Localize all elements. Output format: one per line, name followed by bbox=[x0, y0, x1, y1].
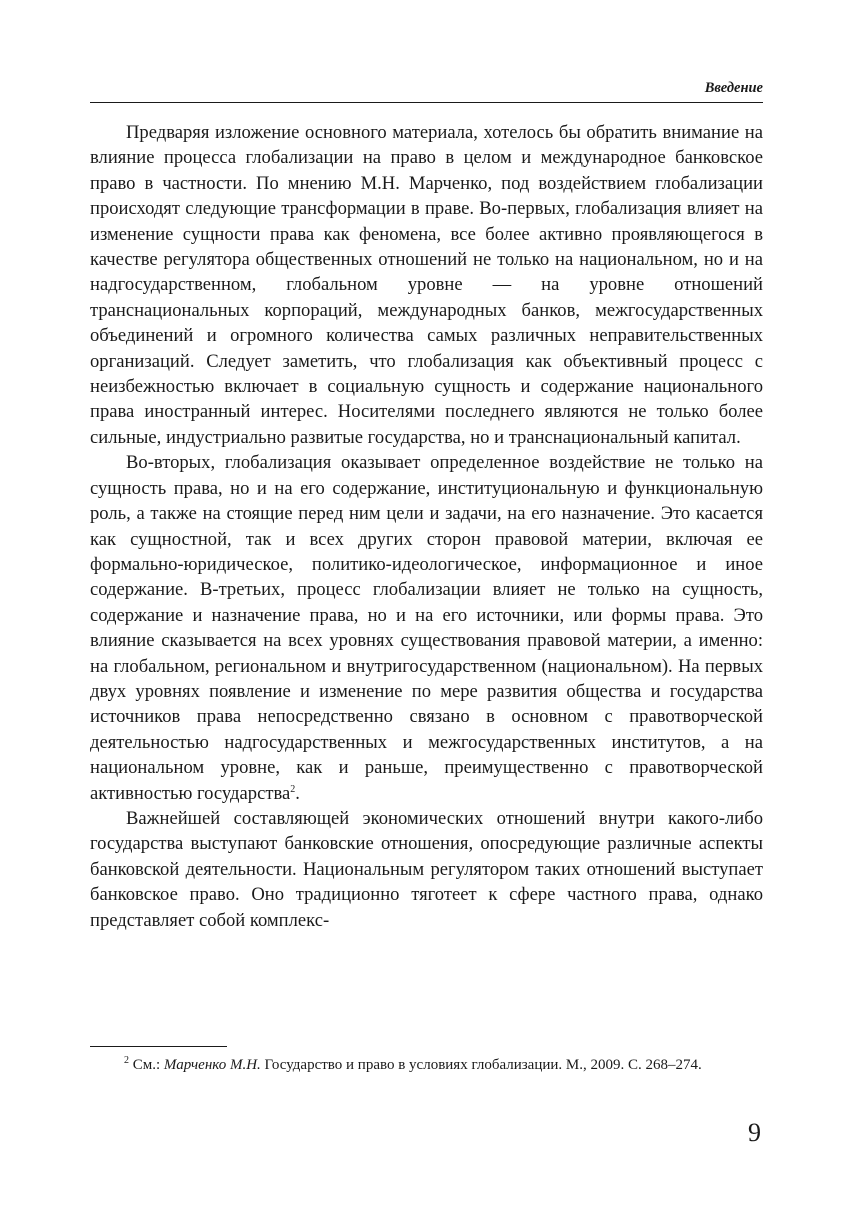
main-text bbox=[90, 120, 763, 933]
running-header-title: Введение bbox=[704, 80, 763, 96]
page-number: 9 bbox=[748, 1118, 761, 1147]
footnote-divider bbox=[90, 1046, 227, 1047]
paragraph-3: Важнейшей составляющей экономических отношений внутри какого-либо государства выступают банковские отношения, опосредующие различные аспекты банковской деятельности. Национальным регулятором таких отношений выступает банковское право. Оно традиционно тяготеет к сфере частного права, однако представляет собой комплекс- bbox=[90, 807, 763, 931]
paragraph-2 bbox=[90, 450, 763, 806]
footnote-number: 2 bbox=[124, 1055, 129, 1066]
header-divider bbox=[90, 102, 763, 103]
footnote bbox=[90, 1054, 763, 1077]
footnote-citation: Государство и право в условиях глобализации. М., 2009. С. 268–274. bbox=[260, 1057, 702, 1073]
footnote-author: Марченко М.Н. bbox=[163, 1057, 261, 1073]
paragraph-2-end: . bbox=[295, 782, 300, 804]
paragraph-2-text: Во-вторых, глобализация оказывает определенное воздействие не только на сущность права, но и на его содержание, институциональную и функциональную роль, а также на стоящие перед ним цели и задачи, на его назначение. Это касается как сущностной, так и всех других сторон правовой материи, включая ее формально-юридическое, политико-идеологическое, информационное и иное содержание. В-третьих, процесс глобализации влияет не только на сущность, содержание и назначение права, но и на его источники, или формы права. Это влияние сказывается на всех уровнях существования правовой материи, а именно: на глобальном, региональном и внутригосударственном (национальном). На первых двух уровнях появление и изменение по мере развития общества и государства источников права непосредственно связано в основном с правотворческой деятельностью надгосударственных и межгосударственных институтов, а на национальном уровне, как и раньше, преимущественно с правотворческой активностью государства bbox=[90, 452, 763, 804]
footnote-prefix: См.: bbox=[129, 1057, 164, 1073]
paragraph-1: Предваряя изложение основного материала, хотелось бы обратить внимание на влияние процесса глобализации на право в целом и международное банковское право в частности. По мнению М.Н. Марченко, под воздействием глобализации происходят следующие трансформации в праве. Во-первых, глобализация влияет на изменение сущности права как феномена, все более активно проявляющегося в качестве регулятора общественных отношений не только на национальном, но и на надгосударственном, глобальном уровне — на уровне отношений транснациональных корпораций, международных банков, межгосударственных объединений и огромного количества самых различных неправительственных организаций. Следует заметить, что глобализация как объективный процесс с неизбежностью включает в социальную сущность и содержание национального права иностранный интерес. Носителями последнего являются не только более сильные, индустриально развитые государства, но и транснациональный капитал. bbox=[90, 122, 763, 448]
footnote-reference[interactable]: 2 bbox=[290, 783, 296, 795]
